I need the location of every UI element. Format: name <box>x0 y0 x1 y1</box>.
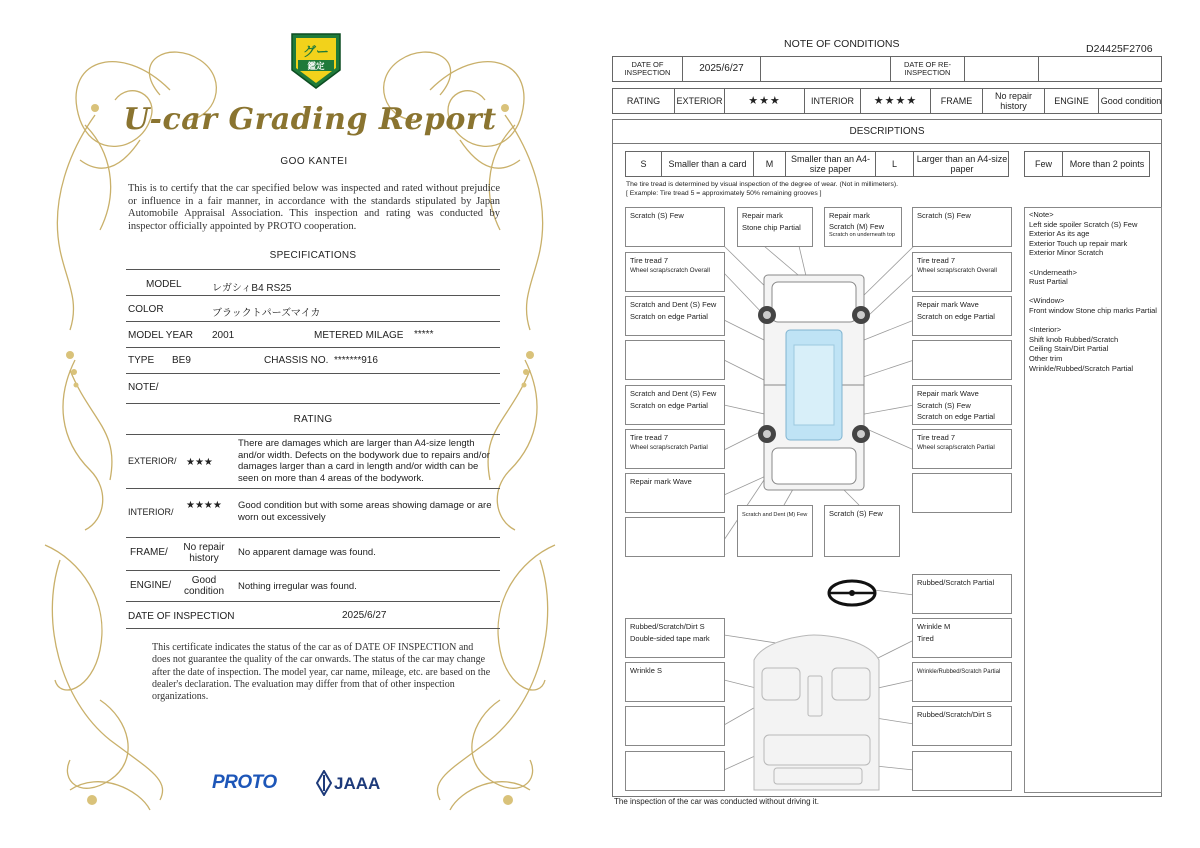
steering-wheel-icon <box>829 581 875 605</box>
tire-example-note: [ Example: Tire tread 5 = approximately 50% remaining grooves ] <box>626 190 822 197</box>
spec-row-model <box>126 270 500 296</box>
interior-box-right-3 <box>912 662 1012 702</box>
damage-text: Repair mark Wave <box>630 477 692 486</box>
damage-box-right-4 <box>912 340 1012 380</box>
wheel-hub <box>763 311 771 319</box>
damage-text: Wheel scrap/scratch Overall <box>917 266 997 274</box>
legend-s: S <box>626 152 662 176</box>
damage-box-top-2 <box>824 207 902 247</box>
document-id: D24425F2706 <box>1086 43 1153 55</box>
legend-m-desc: Smaller than an A4-size paper <box>786 152 876 176</box>
exterior-description: There are damages which are larger than A4-size length and/or width. Defects on the bodywork due to repairs and/or damages larger than a card in length and/or width can be seen on more than 4 areas of the bodywork. <box>238 438 490 484</box>
interior-box-left-3 <box>625 706 725 746</box>
proto-logo: PROTO <box>212 772 277 793</box>
interior-stars: ★★★★ <box>861 89 931 113</box>
engine-value: Good condition <box>1100 96 1162 106</box>
interior-box-left-2 <box>625 662 725 702</box>
damage-box-left-6 <box>625 429 725 469</box>
notes-panel <box>1024 207 1162 793</box>
tire-note: The tire tread is determined by visual inspection of the degree of wear. (Not in millimeters). <box>626 181 898 188</box>
date-value: 2025/6/27 <box>683 57 761 81</box>
type-value: BE9 <box>172 355 191 366</box>
interior-label: INTERIOR <box>805 89 861 113</box>
note-general: <Note> Left side spoiler Scratch (S) Few Exterior As its age Exterior Touch up repair mark Exterior Minor Scratch <box>1029 210 1138 258</box>
rating-heading: RATING <box>293 414 333 425</box>
jaaa-emblem-icon <box>316 770 332 796</box>
damage-text: Wheel scrap/scratch Partial <box>917 443 995 451</box>
certificate-text: This is to certify that the car specified below was inspected and rated without prejudice or influence in a fair manner, in accordance with the standards stipulated by Japan Automobile Appraisal Association. This inspection and rating was conducted by inspector officially appointed by PROTO cooperation. <box>128 183 500 232</box>
descriptions-heading: DESCRIPTIONS <box>612 119 1162 144</box>
damage-box-left-2 <box>625 252 725 292</box>
spec-row-year <box>126 322 500 348</box>
exterior-label: EXTERIOR <box>675 89 725 113</box>
type-label: TYPE <box>128 355 155 366</box>
damage-text: Repair mark <box>829 211 870 220</box>
damage-text: Scratch on edge Partial <box>917 412 995 421</box>
exterior-label: EXTERIOR/ <box>128 456 177 466</box>
note-underneath: <Underneath> Rust Partial <box>1029 267 1077 287</box>
damage-text: Scratch and Dent (S) Few <box>630 300 717 309</box>
frame-description: No apparent damage was found. <box>238 547 376 558</box>
model-label: MODEL <box>146 279 182 290</box>
color-label: COLOR <box>128 304 164 315</box>
inspection-date-label: DATE OF INSPECTION <box>128 611 235 622</box>
badge-bottom-text: 鑑定 <box>307 62 325 72</box>
damage-box-left-3 <box>625 296 725 336</box>
damage-text: Scratch (M) Few <box>829 222 885 231</box>
damage-text: Wrinkle M <box>917 622 951 631</box>
damage-box-bottom-2 <box>824 505 900 557</box>
chassis-value: *******916 <box>334 355 378 366</box>
damage-text: Rubbed/Scratch Partial <box>917 578 995 587</box>
inspection-date-value: 2025/6/27 <box>342 610 387 621</box>
damage-box-left-7 <box>625 473 725 513</box>
damage-text: Scratch and Dent (M) Few <box>742 512 808 518</box>
engine-description: Nothing irregular was found. <box>238 581 357 592</box>
damage-text: Scratch (S) Few <box>917 211 971 220</box>
engine-label: ENGINE <box>1045 89 1099 113</box>
damage-text: Scratch on underneath top <box>829 232 895 238</box>
divider <box>126 434 500 435</box>
damage-box-bottom-1 <box>737 505 813 557</box>
interior-box-right-4 <box>912 706 1012 746</box>
specifications-heading: SPECIFICATIONS <box>269 250 357 261</box>
damage-text: Repair mark <box>742 211 783 220</box>
legend-few: Few <box>1025 152 1063 176</box>
damage-box-left-1 <box>625 207 725 247</box>
damage-text: Repair mark Wave <box>917 300 979 309</box>
damage-text: Wheel scrap/scratch Partial <box>630 443 708 451</box>
spec-row-type <box>126 348 500 374</box>
logo-bar <box>212 770 402 800</box>
damage-text: Rubbed/Scratch/Dirt S <box>630 622 705 631</box>
jaaa-logo: JAAA <box>334 774 381 793</box>
damage-text: Scratch on edge Partial <box>630 311 708 321</box>
damage-text: Scratch (S) Few <box>630 211 684 220</box>
goo-kantei-badge-icon <box>288 30 344 92</box>
frame-label: FRAME <box>931 89 983 113</box>
year-value: 2001 <box>212 330 235 341</box>
damage-text: Rubbed/Scratch/Dirt S <box>917 710 992 719</box>
legend-few-desc: More than 2 points <box>1069 159 1145 169</box>
frame-label: FRAME/ <box>130 547 168 558</box>
divider <box>126 488 500 489</box>
kantei-name: GOO KANTEI <box>280 156 348 167</box>
damage-box-left-5 <box>625 385 725 425</box>
reinspection-label: DATE OF RE-INSPECTION <box>891 57 965 81</box>
legend-l: L <box>876 152 914 176</box>
roof-panel <box>794 345 834 425</box>
engine-label: ENGINE/ <box>130 580 172 591</box>
interior-box-right-5 <box>912 751 1012 791</box>
damage-text: Scratch (S) Few <box>917 400 971 410</box>
interior-stars: ★★★★ <box>186 500 222 511</box>
frame-value: No repair history <box>183 542 225 564</box>
legend-s-desc: Smaller than a card <box>662 152 754 176</box>
car-interior-diagram <box>754 635 879 790</box>
interior-description: Good condition but with some areas showing damage or are worn out excessively <box>238 500 492 523</box>
damage-box-top-1 <box>737 207 813 247</box>
mileage-value: ***** <box>414 329 434 340</box>
spec-row-color <box>126 296 500 322</box>
badge-top-text: グー <box>302 45 330 60</box>
wheel-hub <box>763 430 771 438</box>
damage-box-right-3 <box>912 296 1012 336</box>
noc-title: NOTE OF CONDITIONS <box>784 38 900 50</box>
divider <box>126 537 500 538</box>
damage-text: Scratch and Dent (S) Few <box>630 389 717 398</box>
damage-text: Wheel scrap/scratch Overall <box>630 266 710 274</box>
note-interior: <Interior> Shift knob Rubbed/Scratch Ceiling Stain/Dirt Partial Other trim Wrinkle/Rubbed/Scratch Partial <box>1029 325 1134 373</box>
exterior-stars: ★★★ <box>186 457 213 468</box>
damage-box-left-4 <box>625 340 725 380</box>
model-value: レガシィB4 RS25 <box>212 283 292 294</box>
damage-text: Tire tread 7 <box>917 256 956 265</box>
damage-text: Scratch (S) Few <box>829 509 883 518</box>
damage-box-right-1 <box>912 207 1012 247</box>
damage-box-right-6 <box>912 429 1012 469</box>
interior-label: INTERIOR/ <box>128 507 174 517</box>
engine-value: Good condition <box>183 575 225 597</box>
note-label: NOTE/ <box>128 382 159 393</box>
damage-box-right-5 <box>912 385 1012 425</box>
year-label: MODEL YEAR <box>128 330 194 341</box>
mileage-label: METERED MILAGE <box>314 330 404 341</box>
damage-text: Stone chip Partial <box>742 222 801 232</box>
exterior-stars: ★★★ <box>725 89 805 113</box>
damage-text: Scratch on edge Partial <box>630 400 708 410</box>
damage-text: Wrinkle S <box>630 666 662 675</box>
interior-box-left-4 <box>625 751 725 791</box>
divider <box>126 601 500 602</box>
divider <box>126 628 500 629</box>
inspection-note: The inspection of the car was conducted without driving it. <box>614 797 819 806</box>
frame-value: No repair history <box>983 89 1045 113</box>
color-value: ブラックトパーズマイカ <box>212 308 321 319</box>
wheel-hub <box>857 430 865 438</box>
note-of-conditions-page <box>604 0 1200 848</box>
interior-box-left-1 <box>625 618 725 658</box>
date-label: DATE OF INSPECTION <box>613 57 683 81</box>
damage-text: Wrinkle/Rubbed/Scratch Partial <box>917 669 1001 675</box>
damage-box-left-8 <box>625 517 725 557</box>
damage-text: Scratch on edge Partial <box>917 311 995 321</box>
footer-disclaimer: This certificate indicates the status of the car as of DATE OF INSPECTION and does not guarantee the quality of the car onwards. The status of the car may change after the date of inspection. The model year, car name, mileage, etc. are based on the dealer's declaration. The evaluation may differ from that of other inspection organizations. <box>152 642 491 703</box>
wheel-hub <box>857 311 865 319</box>
damage-text: Tire tread 7 <box>630 433 669 442</box>
damage-text: Double-sided tape mark <box>630 633 710 643</box>
chassis-label: CHASSIS NO. <box>264 355 329 366</box>
damage-text: Tired <box>917 633 934 643</box>
spec-row-note <box>126 374 500 404</box>
damage-text: Repair mark Wave <box>917 389 979 398</box>
note-window: <Window> Front window Stone chip marks Partial <box>1029 296 1157 315</box>
rating-label: RATING <box>613 89 675 113</box>
legend-m: M <box>754 152 786 176</box>
damage-text: Tire tread 7 <box>917 433 956 442</box>
damage-box-right-2 <box>912 252 1012 292</box>
interior-box-right-1 <box>912 574 1012 614</box>
damage-text: Tire tread 7 <box>630 256 669 265</box>
legend-l-desc: Larger than an A4-size paper <box>916 154 1008 174</box>
report-title: U-car Grading Report <box>123 102 497 137</box>
damage-box-right-7 <box>912 473 1012 513</box>
divider <box>126 570 500 571</box>
interior-box-right-2 <box>912 618 1012 658</box>
